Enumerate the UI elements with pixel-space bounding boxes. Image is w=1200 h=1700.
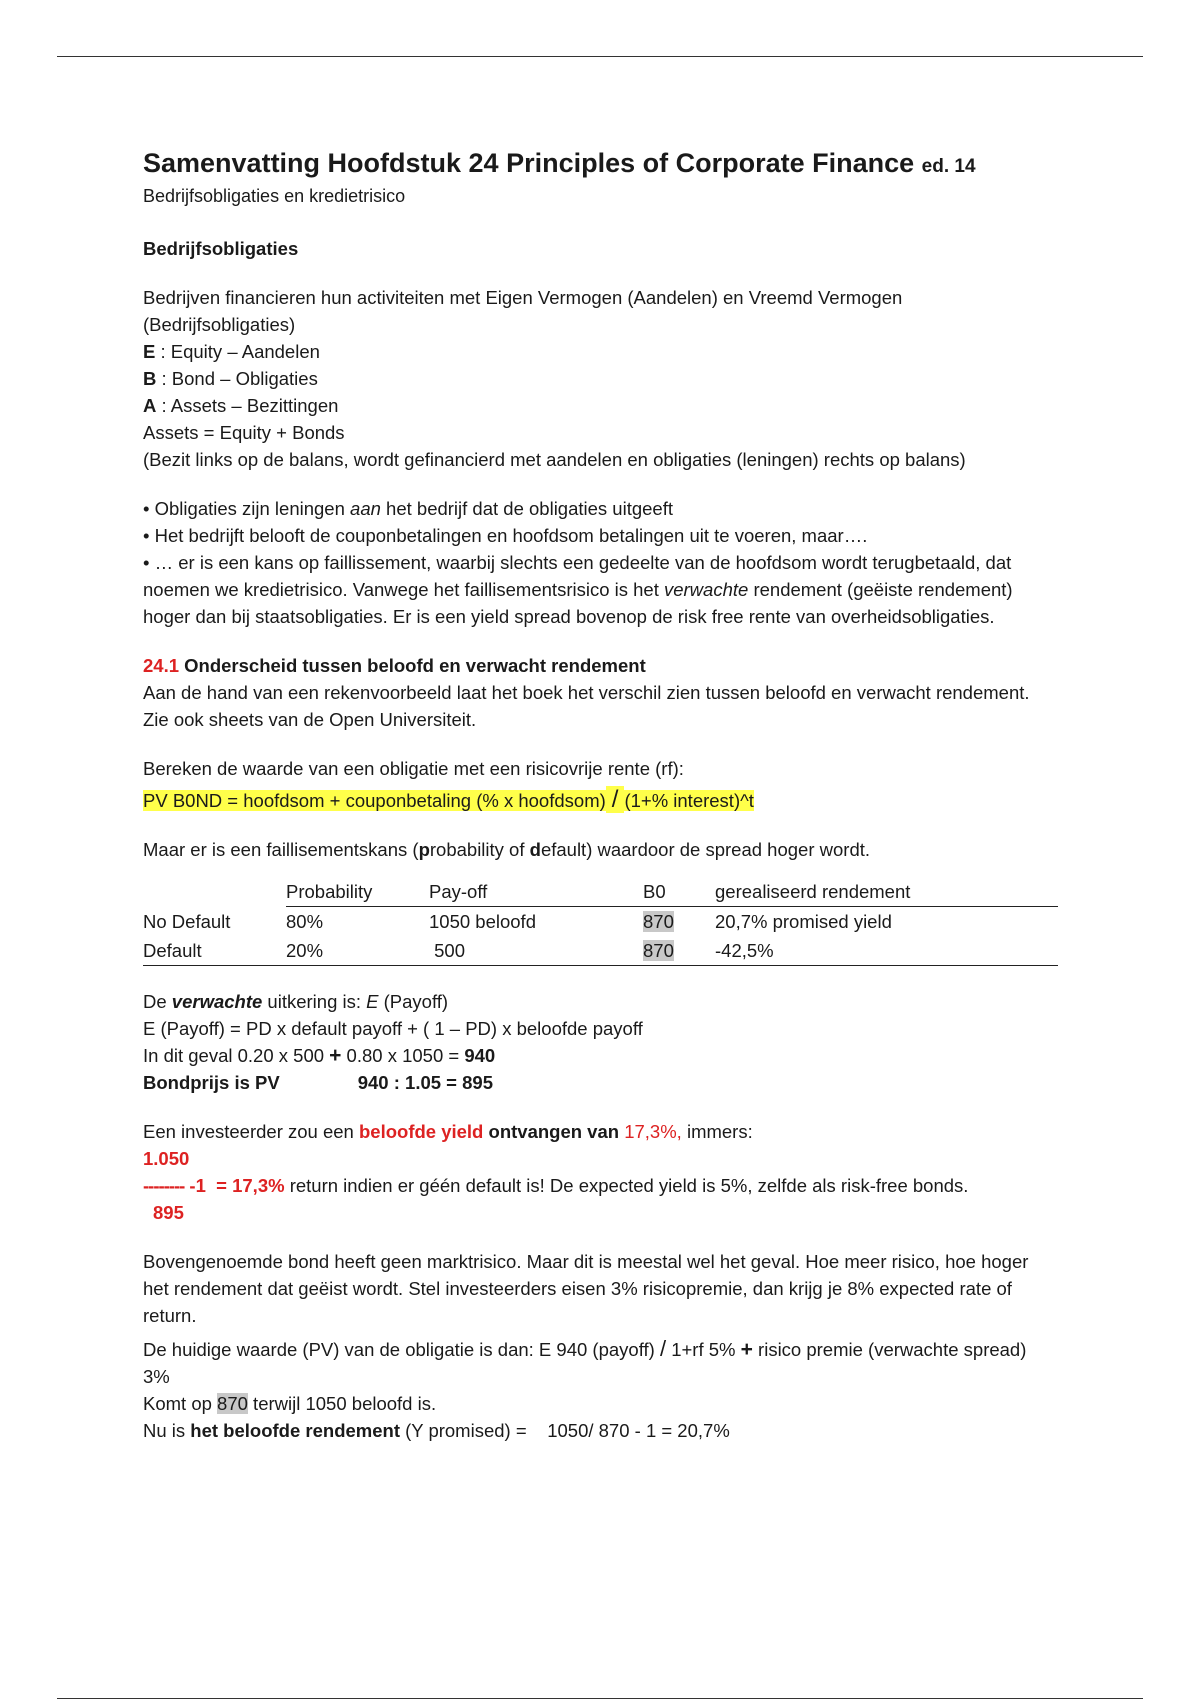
fraction-numerator: 1.050 <box>143 1148 190 1169</box>
table-cell: 870 <box>643 911 674 932</box>
default-probability-text: Maar er is een faillisementskans (probability of default) waardoor de spread hoger wordt. <box>143 839 871 860</box>
table-row <box>143 907 1058 937</box>
table-header-cell <box>143 877 286 907</box>
balance-note: (Bezit links op de balans, wordt gefinancierd met aandelen en obligaties (leningen) rechts op balans) <box>143 449 966 470</box>
fraction-denominator: 895 <box>153 1202 184 1223</box>
definition-bond: B : Bond – Obligaties <box>143 368 318 389</box>
table-cell: 20,7% promised yield <box>715 911 892 932</box>
expected-payoff-formula: E (Payoff) = PD x default payoff + ( 1 – PD) x beloofde payoff <box>143 1018 643 1039</box>
bond-price-line: Bondprijs is PV 940 : 1.05 = 895 <box>143 1072 493 1093</box>
promised-return-line: Nu is het beloofde rendement (Y promised) = 1050/ 870 - 1 = 20,7% <box>143 1420 730 1441</box>
bullet-item: • … er is een kans op faillissement, waarbij slechts een gedeelte van de hoofdsom wordt terugbetaald, dat noemen we kredietrisico. Vanwege het faillisementsrisico is het verwachte rendement (geëiste rendement) hoger dan bij staatsobligaties. Er is een yield spread bovenop de risk free rente van overheidsobligaties. <box>143 549 1058 630</box>
title-text: Samenvatting Hoofdstuk 24 Principles of Corporate Finance <box>143 148 915 178</box>
present-value-line: De huidige waarde (PV) van de obligatie is dan: E 940 (payoff) / 1+rf 5% + risico premie (verwachte spread) 3% <box>143 1336 1027 1387</box>
bullet-item: • Obligaties zijn leningen aan het bedrijf dat de obligaties uitgeeft <box>143 495 1058 522</box>
table-cell: 870 <box>643 936 715 966</box>
section-heading-bedrijfsobligaties: Bedrijfsobligaties <box>143 238 299 259</box>
payoff-table <box>143 877 1058 966</box>
table-cell: 1050 beloofd <box>429 911 536 932</box>
table-row <box>143 936 1058 966</box>
market-risk-paragraph: Bovengenoemde bond heeft geen marktrisico. Maar dit is meestal wel het geval. Hoe meer risico, hoe hoger het rendement dat geëist wordt. Stel investeerders eisen 3% risicopremie, dan krijg je 8% expected rate of return. <box>143 1251 1029 1326</box>
table-cell: -42,5% <box>715 936 1058 966</box>
promised-yield-intro: Een investeerder zou een beloofde yield ontvangen van 17,3%, immers: <box>143 1121 753 1142</box>
document-page <box>143 146 1058 1444</box>
pv-bond-formula: PV B0ND = hoofdsom + couponbetaling (% x hoofdsom) / (1+% interest)^t <box>143 786 754 813</box>
table-header-cell: gerealiseerd rendement <box>715 877 1058 907</box>
table-header-row <box>143 877 1058 907</box>
bottom-rule <box>57 1698 1143 1699</box>
bullet-item: • Het bedrijft belooft de couponbetalingen en hoofdsom betalingen uit te voeren, maar…. <box>143 522 1058 549</box>
table-header-cell: B0 <box>643 877 715 907</box>
definition-equity: E : Equity – Aandelen <box>143 341 320 362</box>
table-header-cell: Pay-off <box>429 877 643 907</box>
expected-payoff-example: In dit geval 0.20 x 500 + 0.80 x 1050 = 940 <box>143 1044 496 1067</box>
table-cell: Default <box>143 936 286 966</box>
expected-payoff-heading: De verwachte uitkering is: E (Payoff) <box>143 991 449 1012</box>
table-cell: 20% <box>286 936 429 966</box>
definition-assets: A : Assets – Bezittingen <box>143 395 339 416</box>
section-24-1-intro: Aan de hand van een rekenvoorbeeld laat het boek het verschil zien tussen beloofd en verwacht rendement. Zie ook sheets van de Open Universiteit. <box>143 682 1030 730</box>
fraction-line: -------- -1 = 17,3% return indien er géén default is! De expected yield is 5%, zelfde als risk-free bonds. <box>143 1175 969 1196</box>
table-cell: No Default <box>143 910 231 932</box>
top-rule <box>57 56 1143 57</box>
document-title <box>143 146 1058 184</box>
calculation-intro: Bereken de waarde van een obligatie met een risicovrije rente (rf): <box>143 758 684 779</box>
table-cell: 500 <box>429 936 643 966</box>
document-subtitle: Bedrijfsobligaties en kredietrisico <box>143 186 406 206</box>
table-cell: 80% <box>286 911 324 932</box>
edition-label: ed. 14 <box>921 156 976 177</box>
intro-paragraph: Bedrijven financieren hun activiteiten met Eigen Vermogen (Aandelen) en Vreemd Vermogen (Bedrijfsobligaties) <box>143 287 903 335</box>
result-line: Komt op 870 terwijl 1050 beloofd is. <box>143 1393 437 1414</box>
table-header-cell: Probability <box>286 877 429 907</box>
balance-equation: Assets = Equity + Bonds <box>143 422 345 443</box>
section-heading-24-1: 24.1 Onderscheid tussen beloofd en verwacht rendement <box>143 655 646 676</box>
